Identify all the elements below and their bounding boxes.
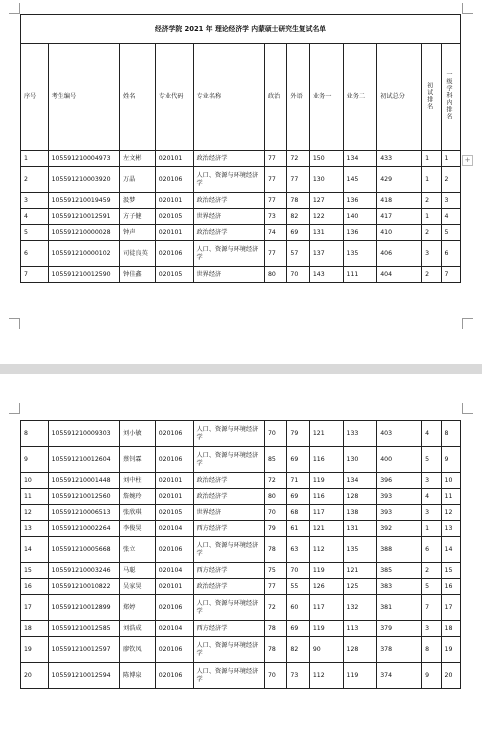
cell-initial-rank: 6 xyxy=(422,537,441,563)
header-subject-1: 业务一 xyxy=(309,44,343,151)
table-row xyxy=(21,637,461,663)
header-index: 序号 xyxy=(21,44,49,151)
cell-politics: 79 xyxy=(264,521,286,537)
cell-foreign-language: 63 xyxy=(287,537,309,563)
cell-total-score: 388 xyxy=(377,537,422,563)
cell-major-code: 020101 xyxy=(155,579,193,595)
cell-index: 16 xyxy=(21,579,49,595)
cell-name: 钟声 xyxy=(120,225,156,241)
cell-total-score: 400 xyxy=(377,447,422,473)
cell-name: 方子健 xyxy=(120,209,156,225)
header-major-code: 专业代码 xyxy=(155,44,193,151)
cell-major-name: 西方经济学 xyxy=(193,521,264,537)
cell-subject-2: 145 xyxy=(343,167,377,193)
cell-candidate-id: 105591210000102 xyxy=(48,241,119,267)
cell-total-score: 406 xyxy=(377,241,422,267)
cell-name: 郑婷 xyxy=(120,595,156,621)
cell-name: 廖钦凤 xyxy=(120,637,156,663)
page-separator xyxy=(0,364,482,374)
table-row xyxy=(21,521,461,537)
cell-subject-2: 111 xyxy=(343,267,377,283)
cell-total-score: 433 xyxy=(377,151,422,167)
cell-candidate-id: 105591210003246 xyxy=(48,563,119,579)
table-row xyxy=(21,621,461,637)
cell-discipline-rank: 11 xyxy=(441,489,460,505)
header-candidate-id: 考生编号 xyxy=(48,44,119,151)
cell-foreign-language: 78 xyxy=(287,193,309,209)
page-corner-mark xyxy=(462,318,473,329)
cell-name: 万晶 xyxy=(120,167,156,193)
cell-index: 15 xyxy=(21,563,49,579)
cell-name: 马聪 xyxy=(120,563,156,579)
header-politics: 政治 xyxy=(264,44,286,151)
cell-initial-rank: 5 xyxy=(422,579,441,595)
cell-discipline-rank: 1 xyxy=(441,151,460,167)
cell-major-code: 020106 xyxy=(155,595,193,621)
cell-candidate-id: 105591210012604 xyxy=(48,447,119,473)
table-row xyxy=(21,563,461,579)
cell-foreign-language: 61 xyxy=(287,521,309,537)
cell-subject-1: 122 xyxy=(309,209,343,225)
cell-subject-2: 136 xyxy=(343,193,377,209)
cell-politics: 73 xyxy=(264,209,286,225)
cell-major-name: 政治经济学 xyxy=(193,489,264,505)
cell-major-name: 人口、资源与环境经济学 xyxy=(193,421,264,447)
cell-major-name: 政治经济学 xyxy=(193,225,264,241)
cell-initial-rank: 1 xyxy=(422,167,441,193)
cell-subject-2: 121 xyxy=(343,563,377,579)
applicant-table-page-1 xyxy=(20,14,461,283)
cell-candidate-id: 105591210009303 xyxy=(48,421,119,447)
cell-major-code: 020101 xyxy=(155,473,193,489)
cell-subject-2: 135 xyxy=(343,241,377,267)
cell-politics: 85 xyxy=(264,447,286,473)
cell-subject-1: 90 xyxy=(309,637,343,663)
cell-candidate-id: 105591210012899 xyxy=(48,595,119,621)
cell-candidate-id: 105591210019459 xyxy=(48,193,119,209)
cell-candidate-id: 105591210012585 xyxy=(48,621,119,637)
cell-candidate-id: 105591210000028 xyxy=(48,225,119,241)
cell-discipline-rank: 7 xyxy=(441,267,460,283)
cell-name: 李俊昊 xyxy=(120,521,156,537)
cell-index: 10 xyxy=(21,473,49,489)
cell-subject-1: 121 xyxy=(309,421,343,447)
cell-subject-1: 150 xyxy=(309,151,343,167)
cell-initial-rank: 3 xyxy=(422,241,441,267)
cell-index: 1 xyxy=(21,151,49,167)
cell-subject-1: 127 xyxy=(309,193,343,209)
cell-total-score: 383 xyxy=(377,579,422,595)
cell-discipline-rank: 2 xyxy=(441,167,460,193)
cell-total-score: 410 xyxy=(377,225,422,241)
header-foreign-language: 外语 xyxy=(287,44,309,151)
cell-discipline-rank: 16 xyxy=(441,579,460,595)
cell-major-code: 020105 xyxy=(155,505,193,521)
cell-index: 3 xyxy=(21,193,49,209)
cell-major-name: 人口、资源与环境经济学 xyxy=(193,447,264,473)
cell-subject-1: 121 xyxy=(309,521,343,537)
cell-subject-1: 117 xyxy=(309,505,343,521)
cell-total-score: 374 xyxy=(377,663,422,689)
cell-total-score: 385 xyxy=(377,563,422,579)
cell-subject-2: 131 xyxy=(343,521,377,537)
table-row xyxy=(21,537,461,563)
cell-discipline-rank: 13 xyxy=(441,521,460,537)
cell-politics: 80 xyxy=(264,267,286,283)
cell-initial-rank: 1 xyxy=(422,521,441,537)
cell-major-code: 020101 xyxy=(155,151,193,167)
cell-major-name: 人口、资源与环境经济学 xyxy=(193,637,264,663)
cell-index: 18 xyxy=(21,621,49,637)
cell-initial-rank: 5 xyxy=(422,447,441,473)
cell-total-score: 393 xyxy=(377,489,422,505)
cell-total-score: 378 xyxy=(377,637,422,663)
cell-discipline-rank: 10 xyxy=(441,473,460,489)
cell-total-score: 381 xyxy=(377,595,422,621)
cell-subject-2: 140 xyxy=(343,209,377,225)
add-row-button[interactable]: + xyxy=(462,155,473,166)
cell-subject-1: 119 xyxy=(309,621,343,637)
cell-major-code: 020106 xyxy=(155,167,193,193)
cell-initial-rank: 2 xyxy=(422,225,441,241)
cell-index: 9 xyxy=(21,447,49,473)
cell-major-code: 020101 xyxy=(155,489,193,505)
cell-major-code: 020106 xyxy=(155,447,193,473)
cell-candidate-id: 105591210004973 xyxy=(48,151,119,167)
cell-politics: 74 xyxy=(264,225,286,241)
cell-candidate-id: 105591210001448 xyxy=(48,473,119,489)
cell-politics: 77 xyxy=(264,193,286,209)
cell-foreign-language: 73 xyxy=(287,663,309,689)
cell-subject-1: 126 xyxy=(309,579,343,595)
cell-index: 6 xyxy=(21,241,49,267)
table-row xyxy=(21,241,461,267)
cell-major-name: 人口、资源与环境经济学 xyxy=(193,241,264,267)
cell-subject-2: 119 xyxy=(343,663,377,689)
cell-subject-1: 137 xyxy=(309,241,343,267)
cell-name: 刘中柱 xyxy=(120,473,156,489)
cell-name: 张立 xyxy=(120,537,156,563)
cell-major-code: 020104 xyxy=(155,521,193,537)
cell-index: 11 xyxy=(21,489,49,505)
cell-subject-2: 138 xyxy=(343,505,377,521)
cell-initial-rank: 4 xyxy=(422,489,441,505)
cell-total-score: 404 xyxy=(377,267,422,283)
cell-index: 20 xyxy=(21,663,49,689)
cell-politics: 77 xyxy=(264,579,286,595)
cell-major-name: 政治经济学 xyxy=(193,473,264,489)
cell-candidate-id: 105591210012591 xyxy=(48,209,119,225)
cell-discipline-rank: 4 xyxy=(441,209,460,225)
cell-subject-2: 136 xyxy=(343,225,377,241)
cell-candidate-id: 105591210012590 xyxy=(48,267,119,283)
cell-initial-rank: 8 xyxy=(422,637,441,663)
cell-foreign-language: 79 xyxy=(287,421,309,447)
cell-initial-rank: 9 xyxy=(422,663,441,689)
cell-discipline-rank: 14 xyxy=(441,537,460,563)
cell-name: 张欣琪 xyxy=(120,505,156,521)
cell-initial-rank: 2 xyxy=(422,267,441,283)
table-row xyxy=(21,447,461,473)
cell-initial-rank: 1 xyxy=(422,209,441,225)
cell-total-score: 418 xyxy=(377,193,422,209)
cell-discipline-rank: 6 xyxy=(441,241,460,267)
cell-subject-1: 117 xyxy=(309,595,343,621)
cell-major-code: 020104 xyxy=(155,563,193,579)
cell-major-code: 020106 xyxy=(155,421,193,447)
cell-politics: 80 xyxy=(264,489,286,505)
cell-foreign-language: 70 xyxy=(287,267,309,283)
cell-politics: 70 xyxy=(264,505,286,521)
cell-initial-rank: 3 xyxy=(422,505,441,521)
cell-subject-2: 113 xyxy=(343,621,377,637)
cell-subject-1: 116 xyxy=(309,447,343,473)
cell-subject-1: 112 xyxy=(309,663,343,689)
cell-foreign-language: 71 xyxy=(287,473,309,489)
cell-foreign-language: 55 xyxy=(287,579,309,595)
cell-candidate-id: 105591210012560 xyxy=(48,489,119,505)
cell-total-score: 417 xyxy=(377,209,422,225)
cell-major-name: 政治经济学 xyxy=(193,193,264,209)
cell-subject-2: 130 xyxy=(343,447,377,473)
cell-major-code: 020101 xyxy=(155,193,193,209)
cell-foreign-language: 69 xyxy=(287,489,309,505)
cell-subject-2: 134 xyxy=(343,151,377,167)
cell-name: 钟佳鑫 xyxy=(120,267,156,283)
table-row xyxy=(21,595,461,621)
cell-major-name: 西方经济学 xyxy=(193,621,264,637)
table-row xyxy=(21,489,461,505)
cell-subject-1: 131 xyxy=(309,225,343,241)
cell-politics: 78 xyxy=(264,637,286,663)
cell-candidate-id: 105591210010822 xyxy=(48,579,119,595)
cell-total-score: 379 xyxy=(377,621,422,637)
cell-discipline-rank: 19 xyxy=(441,637,460,663)
cell-candidate-id: 105591210003920 xyxy=(48,167,119,193)
cell-discipline-rank: 12 xyxy=(441,505,460,521)
cell-politics: 70 xyxy=(264,421,286,447)
cell-total-score: 393 xyxy=(377,505,422,521)
cell-initial-rank: 3 xyxy=(422,621,441,637)
cell-discipline-rank: 5 xyxy=(441,225,460,241)
cell-name: 汲梦 xyxy=(120,193,156,209)
cell-major-name: 政治经济学 xyxy=(193,151,264,167)
table-row xyxy=(21,505,461,521)
page-corner-mark xyxy=(462,403,473,414)
table-header-row xyxy=(21,44,461,151)
cell-name: 司徒良英 xyxy=(120,241,156,267)
cell-name: 左文彬 xyxy=(120,151,156,167)
cell-index: 19 xyxy=(21,637,49,663)
cell-index: 4 xyxy=(21,209,49,225)
cell-politics: 70 xyxy=(264,663,286,689)
table-row xyxy=(21,473,461,489)
table-row xyxy=(21,151,461,167)
cell-subject-2: 128 xyxy=(343,489,377,505)
cell-politics: 78 xyxy=(264,537,286,563)
cell-major-name: 人口、资源与环境经济学 xyxy=(193,595,264,621)
cell-foreign-language: 60 xyxy=(287,595,309,621)
cell-candidate-id: 105591210002264 xyxy=(48,521,119,537)
header-subject-2: 业务二 xyxy=(343,44,377,151)
cell-subject-1: 119 xyxy=(309,473,343,489)
header-major-name: 专业名称 xyxy=(193,44,264,151)
cell-foreign-language: 57 xyxy=(287,241,309,267)
cell-index: 5 xyxy=(21,225,49,241)
page-corner-mark xyxy=(9,318,20,329)
table-row xyxy=(21,579,461,595)
cell-major-name: 世界经济 xyxy=(193,209,264,225)
cell-name: 吴家昊 xyxy=(120,579,156,595)
cell-index: 8 xyxy=(21,421,49,447)
cell-name: 刘小敏 xyxy=(120,421,156,447)
header-total-score: 初试总分 xyxy=(377,44,422,151)
cell-major-name: 人口、资源与环境经济学 xyxy=(193,167,264,193)
cell-total-score: 429 xyxy=(377,167,422,193)
cell-subject-2: 125 xyxy=(343,579,377,595)
cell-politics: 77 xyxy=(264,151,286,167)
cell-major-code: 020106 xyxy=(155,537,193,563)
cell-total-score: 396 xyxy=(377,473,422,489)
cell-politics: 75 xyxy=(264,563,286,579)
cell-major-code: 020105 xyxy=(155,267,193,283)
cell-foreign-language: 77 xyxy=(287,167,309,193)
cell-politics: 77 xyxy=(264,241,286,267)
cell-major-name: 世界经济 xyxy=(193,505,264,521)
cell-total-score: 392 xyxy=(377,521,422,537)
cell-major-code: 020106 xyxy=(155,637,193,663)
cell-major-name: 世界经济 xyxy=(193,267,264,283)
header-initial-rank: 初试排名 xyxy=(422,44,441,151)
cell-index: 17 xyxy=(21,595,49,621)
cell-foreign-language: 82 xyxy=(287,637,309,663)
cell-politics: 72 xyxy=(264,473,286,489)
cell-subject-1: 116 xyxy=(309,489,343,505)
page-corner-mark xyxy=(9,3,20,14)
cell-subject-2: 128 xyxy=(343,637,377,663)
cell-name: 刘浩成 xyxy=(120,621,156,637)
cell-foreign-language: 69 xyxy=(287,621,309,637)
cell-index: 7 xyxy=(21,267,49,283)
cell-discipline-rank: 18 xyxy=(441,621,460,637)
cell-foreign-language: 69 xyxy=(287,225,309,241)
cell-major-name: 人口、资源与环境经济学 xyxy=(193,537,264,563)
cell-candidate-id: 105591210006513 xyxy=(48,505,119,521)
table-row xyxy=(21,663,461,689)
document-page-2 xyxy=(0,390,482,745)
cell-subject-2: 135 xyxy=(343,537,377,563)
cell-discipline-rank: 3 xyxy=(441,193,460,209)
cell-initial-rank: 1 xyxy=(422,151,441,167)
table-row xyxy=(21,225,461,241)
table-row xyxy=(21,421,461,447)
cell-initial-rank: 2 xyxy=(422,193,441,209)
page-corner-mark xyxy=(9,403,20,414)
header-name: 姓名 xyxy=(120,44,156,151)
cell-subject-1: 112 xyxy=(309,537,343,563)
cell-subject-1: 130 xyxy=(309,167,343,193)
cell-subject-2: 132 xyxy=(343,595,377,621)
cell-initial-rank: 3 xyxy=(422,473,441,489)
cell-candidate-id: 105591210012594 xyxy=(48,663,119,689)
cell-index: 13 xyxy=(21,521,49,537)
cell-index: 2 xyxy=(21,167,49,193)
cell-major-code: 020106 xyxy=(155,663,193,689)
cell-discipline-rank: 8 xyxy=(441,421,460,447)
document-page-1 xyxy=(0,0,482,330)
cell-subject-1: 119 xyxy=(309,563,343,579)
cell-foreign-language: 70 xyxy=(287,563,309,579)
cell-politics: 78 xyxy=(264,621,286,637)
cell-foreign-language: 72 xyxy=(287,151,309,167)
cell-name: 詹婉玲 xyxy=(120,489,156,505)
cell-foreign-language: 82 xyxy=(287,209,309,225)
cell-discipline-rank: 20 xyxy=(441,663,460,689)
cell-major-code: 020105 xyxy=(155,209,193,225)
cell-initial-rank: 7 xyxy=(422,595,441,621)
table-row xyxy=(21,193,461,209)
cell-major-name: 政治经济学 xyxy=(193,579,264,595)
cell-subject-2: 134 xyxy=(343,473,377,489)
cell-subject-2: 133 xyxy=(343,421,377,447)
table-row xyxy=(21,209,461,225)
cell-initial-rank: 2 xyxy=(422,563,441,579)
cell-major-name: 人口、资源与环境经济学 xyxy=(193,663,264,689)
cell-name: 蔡钊霖 xyxy=(120,447,156,473)
cell-discipline-rank: 17 xyxy=(441,595,460,621)
cell-discipline-rank: 15 xyxy=(441,563,460,579)
cell-foreign-language: 69 xyxy=(287,447,309,473)
cell-major-code: 020106 xyxy=(155,241,193,267)
cell-major-name: 西方经济学 xyxy=(193,563,264,579)
cell-total-score: 403 xyxy=(377,421,422,447)
cell-discipline-rank: 9 xyxy=(441,447,460,473)
cell-index: 14 xyxy=(21,537,49,563)
cell-initial-rank: 4 xyxy=(422,421,441,447)
page-corner-mark xyxy=(462,3,473,14)
cell-subject-1: 143 xyxy=(309,267,343,283)
cell-major-code: 020101 xyxy=(155,225,193,241)
cell-index: 12 xyxy=(21,505,49,521)
cell-major-code: 020104 xyxy=(155,621,193,637)
table-row xyxy=(21,267,461,283)
cell-candidate-id: 105591210012597 xyxy=(48,637,119,663)
cell-name: 陈博泉 xyxy=(120,663,156,689)
applicant-table-page-2 xyxy=(20,420,461,689)
header-discipline-rank: 一级学科内排名 xyxy=(441,44,460,151)
cell-foreign-language: 68 xyxy=(287,505,309,521)
cell-politics: 77 xyxy=(264,167,286,193)
cell-candidate-id: 105591210005668 xyxy=(48,537,119,563)
cell-politics: 72 xyxy=(264,595,286,621)
table-row xyxy=(21,167,461,193)
table-title: 经济学院 2021 年 理论经济学 内蒙硕士研究生复试名单 xyxy=(21,15,461,44)
